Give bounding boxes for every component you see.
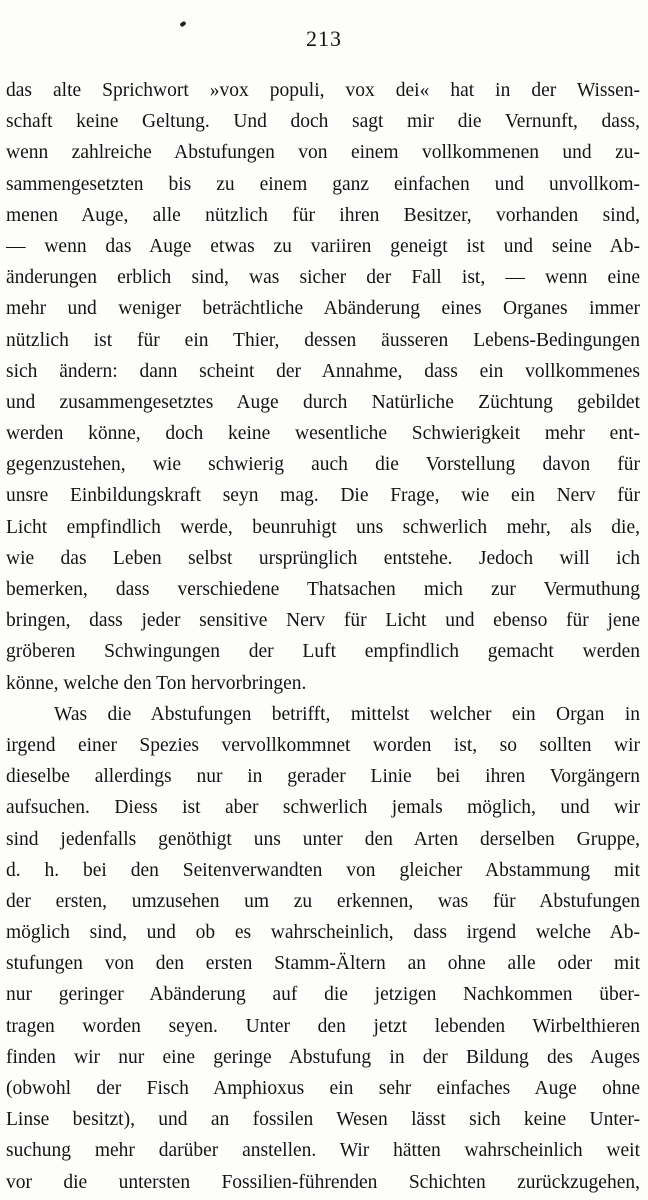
text-line: Linse besitzt), und an fossilen Wesen lässt sich keine Unter- <box>6 1109 640 1131</box>
text-line: schaft keine Geltung. Und doch sagt mir die Vernunft, dass, <box>6 111 640 133</box>
text-line: — wenn das Auge etwas zu variiren geneigt ist und seine Ab- <box>6 235 640 257</box>
paragraph <box>6 75 640 699</box>
text-line: und zusammengesetztes Auge durch Natürliche Züchtung gebildet <box>6 391 640 413</box>
text-line: bemerken, dass verschiedene Thatsachen mich zur Vermuthung <box>6 579 640 600</box>
text-line: unsre Einbildungskraft seyn mag. Die Frage, wie ein Nerv für <box>6 485 640 507</box>
text-line: gegenzustehen, wie schwierig auch die Vorstellung davon für <box>6 454 640 476</box>
text-line: wenn zahlreiche Abstufungen von einem vollkommenen und zu- <box>6 142 640 164</box>
text-line: suchung mehr darüber anstellen. Wir hätten wahrscheinlich weit <box>6 1140 640 1162</box>
text-line: Licht empfindlich werde, beunruhigt uns schwerlich mehr, als die, <box>6 516 640 538</box>
paragraph <box>6 699 640 1198</box>
text-line: nur geringer Abänderung auf die jetzigen Nachkommen über- <box>6 984 640 1006</box>
text-line: tragen worden seyen. Unter den jetzt lebenden Wirbelthieren <box>6 1015 640 1037</box>
text-line: gröberen Schwingungen der Luft empfindlich gemacht werden <box>6 641 640 663</box>
text-line: könne, welche den Ton hervorbringen. <box>6 672 307 694</box>
text-line: irgend einer Spezies vervollkommnet worden ist, so sollten wir <box>6 734 640 756</box>
text-line: wie das Leben selbst ursprünglich entstehe. Jedoch will ich <box>6 547 640 569</box>
text-line: nützlich ist für ein Thier, dessen äusseren Lebens-Bedingungen <box>6 329 640 351</box>
text-line: stufungen von den ersten Stamm-Ältern an ohne alle oder mit <box>6 953 640 975</box>
text-line: vor die untersten Fossilien-führenden Schichten zurückzugehen, <box>6 1171 640 1193</box>
text-line: mehr und weniger beträchtliche Abänderung eines Organes immer <box>6 298 640 320</box>
text-line: änderungen erblich sind, was sicher der Fall ist, — wenn eine <box>6 267 640 289</box>
text-line: der ersten, umzusehen um zu erkennen, was für Abstufungen <box>6 890 640 912</box>
text-line: menen Auge, alle nützlich für ihren Besitzer, vorhanden sind, <box>6 204 640 226</box>
body-text <box>6 75 640 1198</box>
page-number: 213 <box>306 26 342 51</box>
text-line: finden wir nur eine geringe Abstufung in der Bildung des Auges <box>6 1046 640 1068</box>
text-line: möglich sind, und ob es wahrscheinlich, dass irgend welche Ab- <box>6 922 640 944</box>
text-line: dieselbe allerdings nur in gerader Linie bei ihren Vorgängern <box>6 766 640 788</box>
text-line: aufsuchen. Diess ist aber schwerlich jemals möglich, und wir <box>6 797 640 819</box>
text-line: sich ändern: dann scheint der Annahme, dass ein vollkommenes <box>6 360 640 382</box>
text-line: (obwohl der Fisch Amphioxus ein sehr einfaches Auge ohne <box>6 1078 640 1099</box>
text-line: das alte Sprichwort »vox populi, vox dei« hat in der Wissen- <box>6 80 640 101</box>
text-line: bringen, dass jeder sensitive Nerv für Licht und ebenso für jene <box>6 610 640 632</box>
text-line: werden könne, doch keine wesentliche Schwierigkeit mehr ent- <box>6 423 640 445</box>
text-line: sind jedenfalls genöthigt uns unter den Arten derselben Gruppe, <box>6 828 640 850</box>
text-line: d. h. bei den Seitenverwandten von gleicher Abstammung mit <box>6 859 640 881</box>
text-line: Was die Abstufungen betrifft, mittelst welcher ein Organ in <box>54 703 640 725</box>
text-line: sammengesetzten bis zu einem ganz einfachen und unvollkom- <box>6 173 640 195</box>
